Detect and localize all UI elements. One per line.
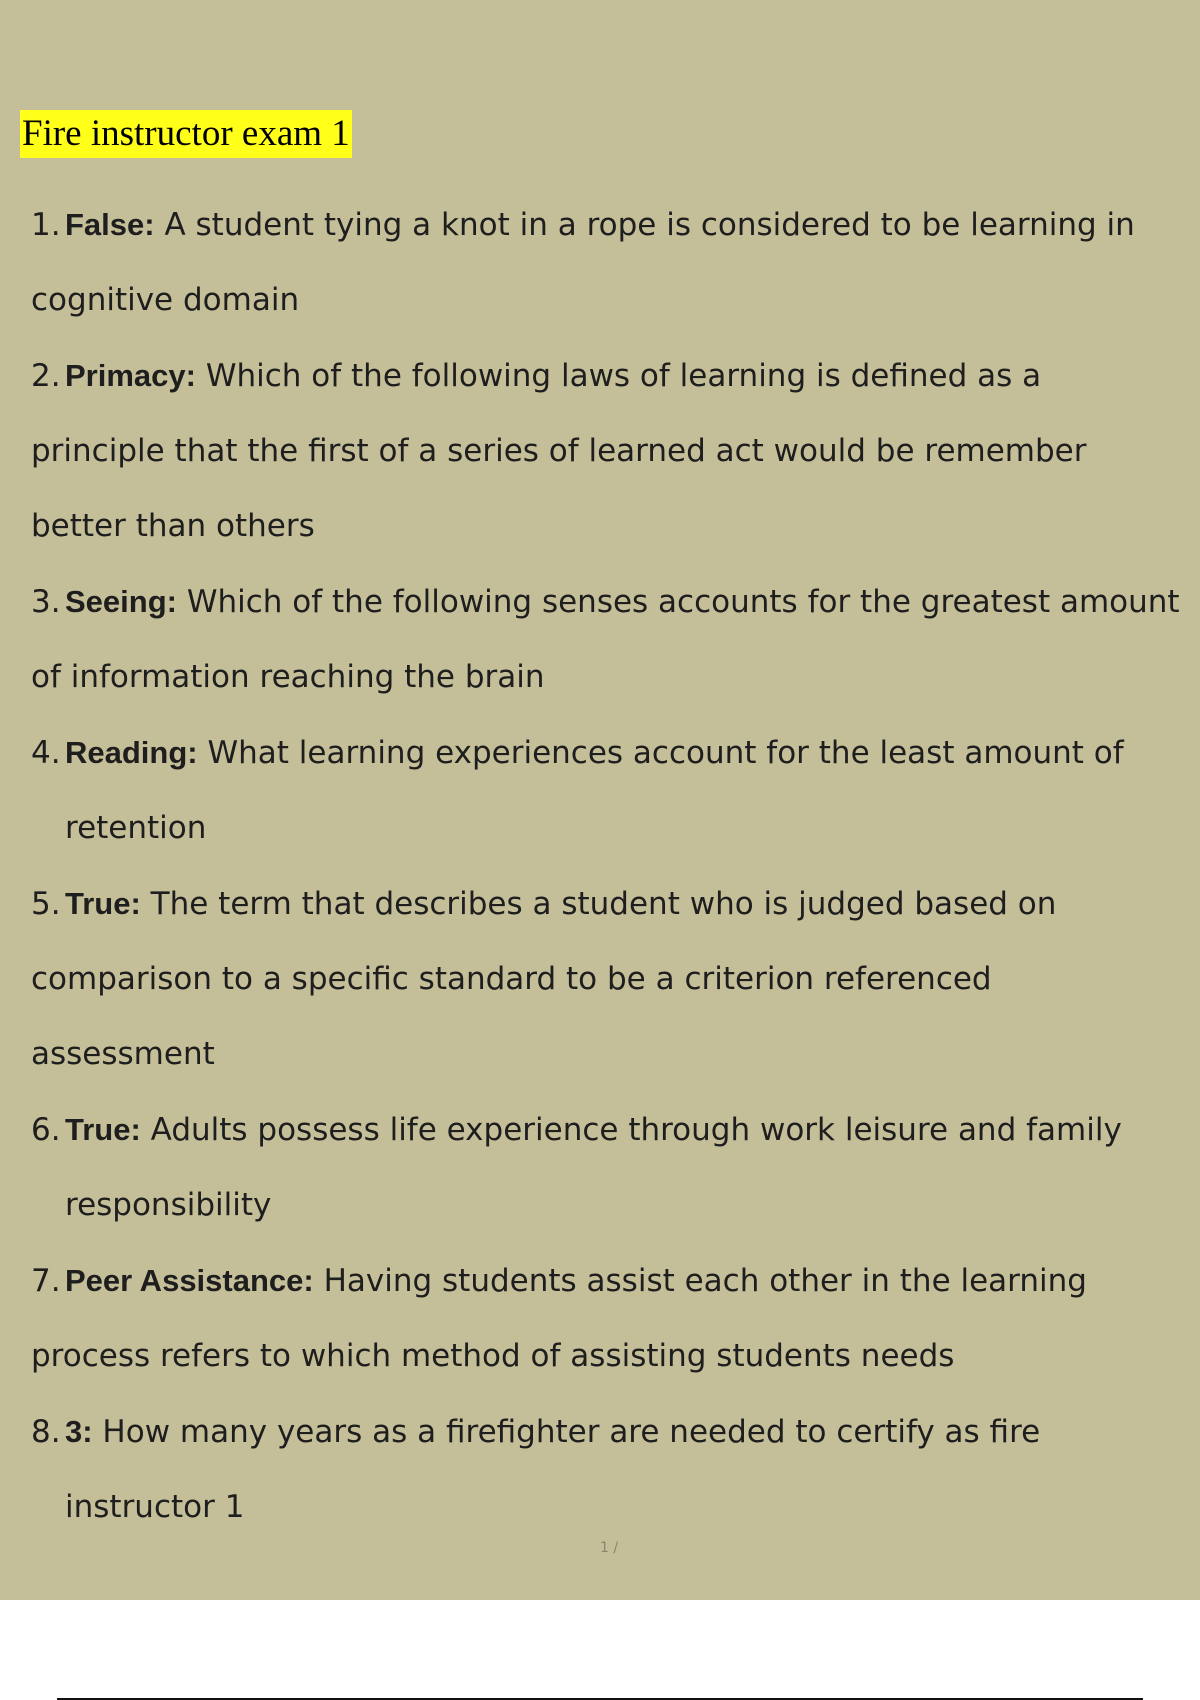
item-answer: Primacy:: [65, 358, 196, 393]
list-item: [31, 715, 1181, 866]
item-number: 7.: [31, 1263, 61, 1299]
item-answer: True:: [65, 1112, 141, 1147]
list-item: [31, 338, 1181, 564]
list-item: [31, 187, 1181, 338]
item-number: 8.: [31, 1414, 61, 1450]
item-answer: Peer Assistance:: [65, 1263, 314, 1298]
list-item: [31, 564, 1181, 715]
item-question: What learning experiences account for the least amount of retention: [65, 735, 1124, 846]
item-number: 3.: [31, 584, 61, 620]
item-number: 4.: [31, 735, 61, 771]
item-number: 1.: [31, 207, 61, 243]
item-question: How many years as a firefighter are needed to certify as fire instructor 1: [65, 1414, 1041, 1525]
item-answer: Reading:: [65, 735, 198, 770]
item-number: 2.: [31, 358, 61, 394]
item-number: 6.: [31, 1112, 61, 1148]
item-number: 5.: [31, 886, 61, 922]
item-question: Adults possess life experience through work leisure and family responsibility: [65, 1112, 1122, 1223]
list-item: [31, 866, 1181, 1092]
document-title: Fire instructor exam 1: [20, 110, 352, 158]
list-item: [31, 1243, 1181, 1394]
item-answer: 3:: [65, 1414, 93, 1449]
item-question: Having students assist each other in the learning process refers to which method of assisting students needs: [31, 1263, 1087, 1374]
page-number: 1 /: [600, 1540, 619, 1556]
item-answer: True:: [65, 886, 141, 921]
list-item: [31, 1092, 1181, 1243]
item-question: Which of the following laws of learning is defined as a principle that the first of a series of learned act would be remember better than others: [31, 358, 1087, 544]
item-answer: Seeing:: [65, 584, 177, 619]
item-question: The term that describes a student who is judged based on comparison to a specific standard to be a criterion referenced assessment: [31, 886, 1057, 1072]
item-answer: False:: [65, 207, 155, 242]
list-item: [31, 1394, 1181, 1545]
item-question: Which of the following senses accounts for the greatest amount of information reaching the brain: [31, 584, 1180, 695]
question-list: [31, 187, 1181, 1545]
item-question: A student tying a knot in a rope is considered to be learning in cognitive domain: [31, 207, 1135, 318]
